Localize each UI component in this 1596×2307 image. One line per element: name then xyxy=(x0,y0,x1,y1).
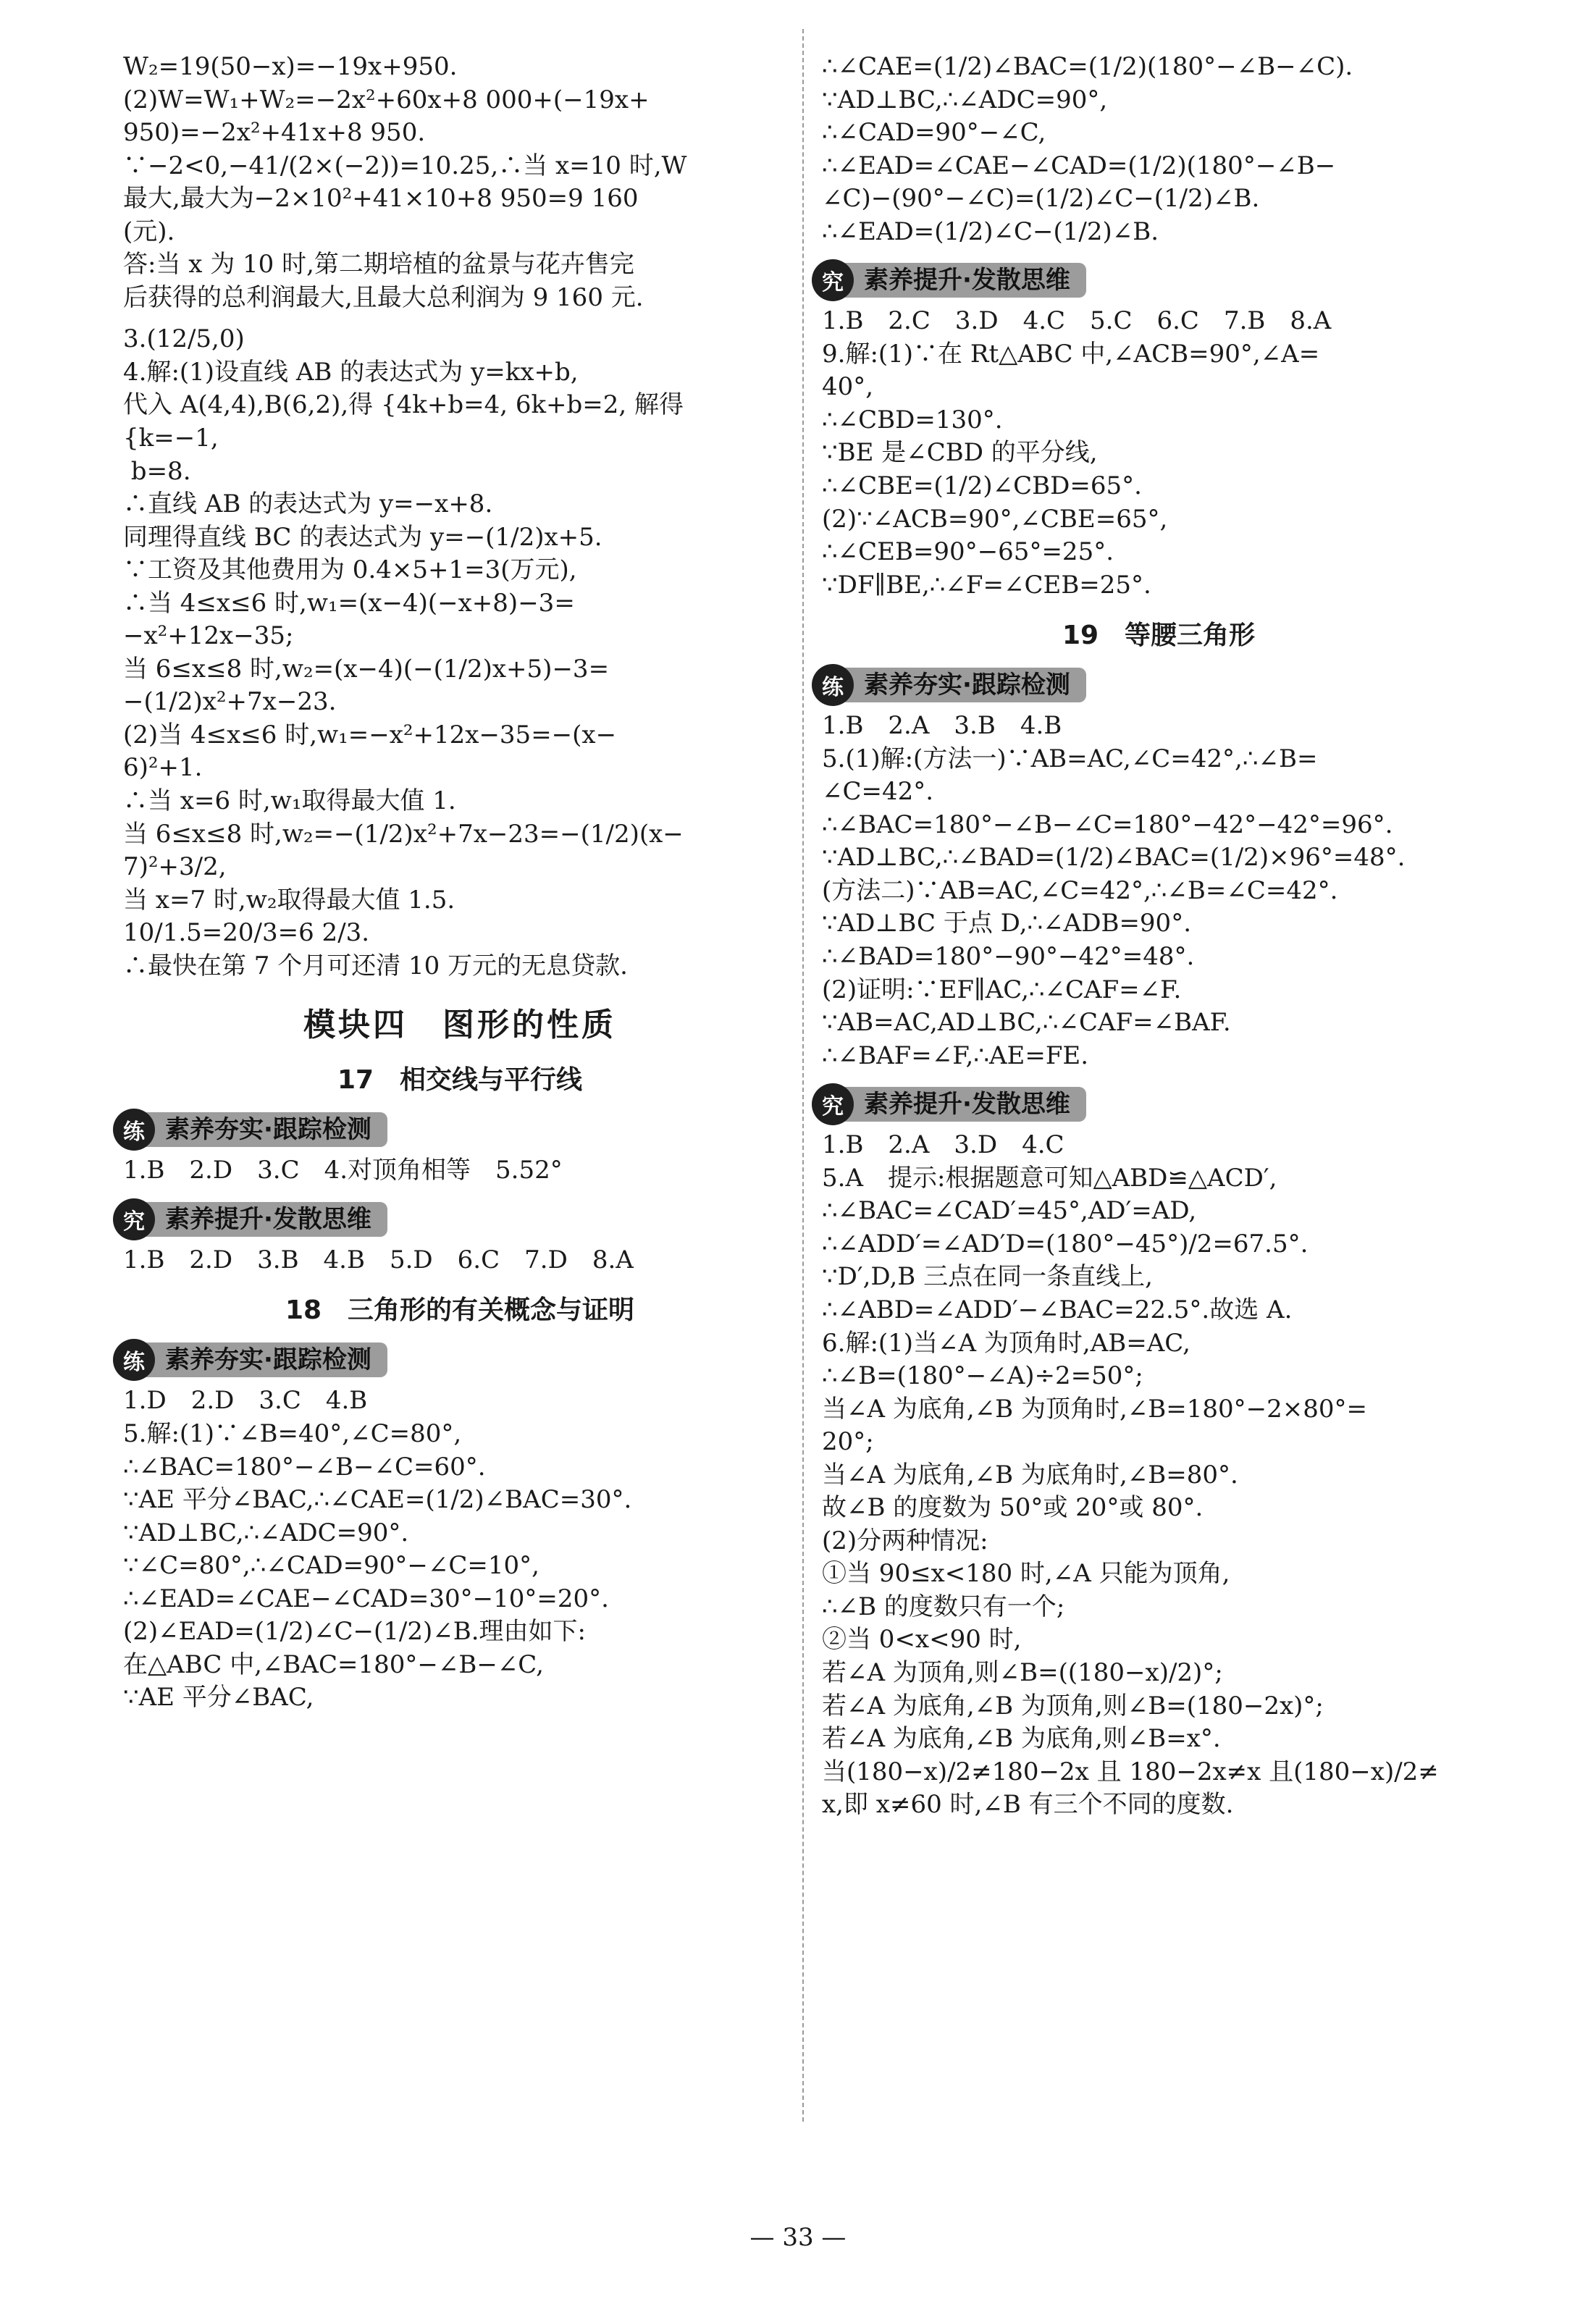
text-line: 4.解:(1)设直线 AB 的表达式为 y=kx+b, xyxy=(123,357,579,387)
text-line: ∴∠BAF=∠F,∴AE=FE. xyxy=(822,1041,1089,1070)
explore-badge-18 xyxy=(812,260,1495,301)
text-line: 同理得直线 BC 的表达式为 y=−(1/2)x+5. xyxy=(123,522,602,552)
text-line: ∵AB=AC,AD⊥BC,∴∠CAF=∠BAF. xyxy=(822,1008,1231,1038)
text-line: ∴∠BAC=180°−∠B−∠C=60°. xyxy=(123,1452,486,1482)
text-line: 40°, xyxy=(822,372,874,402)
text-line: b=8. xyxy=(123,456,191,486)
text-line: ∵AD⊥BC 于点 D,∴∠ADB=90°. xyxy=(822,909,1191,938)
text-line: 当∠A 为底角,∠B 为底角时,∠B=80°. xyxy=(822,1460,1238,1489)
text-line: 5.解:(1)∵∠B=40°,∠C=80°, xyxy=(123,1419,462,1448)
text-line: ∠C)−(90°−∠C)=(1/2)∠C−(1/2)∠B. xyxy=(822,184,1260,214)
text-line: 950)=−2x²+41x+8 950. xyxy=(123,118,426,148)
right-block-2 xyxy=(822,305,1495,602)
text-line: ∴∠CBE=(1/2)∠CBD=65°. xyxy=(822,471,1142,501)
text-line: 当 6≤x≤8 时,w₂=(x−4)(−(1/2)x+5)−3= xyxy=(123,654,610,684)
practice-icon: 练 xyxy=(812,664,854,706)
text-line: 后获得的总利润最大,且最大总利润为 9 160 元. xyxy=(123,282,644,312)
explore-icon: 究 xyxy=(113,1198,155,1240)
text-line: ∵−2<0,−41/(2×(−2))=10.25,∴当 x=10 时,W xyxy=(123,151,687,180)
column-divider xyxy=(802,29,804,2122)
text-line: ∴当 x=6 时,w₁取得最大值 1. xyxy=(123,786,456,816)
text-line: ∴∠CAD=90°−∠C, xyxy=(822,118,1046,148)
practice-badge-19 xyxy=(812,665,1495,705)
text-line: ∠C=42°. xyxy=(822,777,934,807)
answers-17-practice: 1.B 2.D 3.C 4.对顶角相等 5.52° xyxy=(123,1156,563,1185)
practice-icon: 练 xyxy=(113,1339,155,1381)
text-line: ∵AE 平分∠BAC,∴∠CAE=(1/2)∠BAC=30°. xyxy=(123,1485,632,1515)
text-line: (2)证明:∵EF∥AC,∴∠CAF=∠F. xyxy=(822,975,1182,1004)
text-line: ∴∠EAD=(1/2)∠C−(1/2)∠B. xyxy=(822,217,1159,246)
text-line: 最大,最大为−2×10²+41×10+8 950=9 160 xyxy=(123,184,639,214)
text-line: −(1/2)x²+7x−23. xyxy=(123,687,337,717)
text-line: 1.B 2.A 3.B 4.B xyxy=(822,711,1062,741)
practice-badge-18 xyxy=(113,1340,797,1380)
practice-icon: 练 xyxy=(113,1109,155,1151)
text-line: 6)²+1. xyxy=(123,753,203,783)
text-line: W₂=19(50−x)=−19x+950. xyxy=(123,52,458,81)
left-column xyxy=(123,51,797,1715)
badge-label: 素养夯实·跟踪检测 xyxy=(146,1342,387,1377)
text-line: 若∠A 为底角,∠B 为顶角,则∠B=(180−2x)°; xyxy=(822,1691,1324,1720)
text-line: ∴∠BAC=∠CAD′=45°,AD′=AD, xyxy=(822,1196,1197,1226)
text-line: ∴∠CBD=130°. xyxy=(822,405,1003,434)
text-line: 答:当 x 为 10 时,第二期培植的盆景与花卉售完 xyxy=(123,250,634,280)
right-block-4 xyxy=(822,1129,1495,1821)
text-line: (2)当 4≤x≤6 时,w₁=−x²+12x−35=−(x− xyxy=(123,720,617,749)
text-line: ∴∠ADD′=∠AD′D=(180°−45°)/2=67.5°. xyxy=(822,1229,1309,1258)
text-line: ∵DF∥BE,∴∠F=∠CEB=25°. xyxy=(822,570,1151,600)
text-line: (2)∠EAD=(1/2)∠C−(1/2)∠B.理由如下: xyxy=(123,1617,586,1647)
text-line: (2)∵∠ACB=90°,∠CBE=65°, xyxy=(822,504,1168,534)
text-line: (2)W=W₁+W₂=−2x²+60x+8 000+(−19x+ xyxy=(123,85,650,114)
explore-badge-17 xyxy=(113,1199,797,1240)
text-line: ∵AD⊥BC,∴∠ADC=90°, xyxy=(822,85,1108,114)
left-block-18 xyxy=(123,1384,797,1714)
text-line: ∴∠CAE=(1/2)∠BAC=(1/2)(180°−∠B−∠C). xyxy=(822,52,1353,81)
badge-label: 素养提升·发散思维 xyxy=(845,263,1086,298)
text-line: 7)²+3/2, xyxy=(123,852,227,882)
text-line: 1.D 2.D 3.C 4.B xyxy=(123,1386,368,1416)
text-line: 当 6≤x≤8 时,w₂=−(1/2)x²+7x−23=−(1/2)(x− xyxy=(123,819,684,849)
text-line: 9.解:(1)∵在 Rt△ABC 中,∠ACB=90°,∠A= xyxy=(822,339,1320,369)
text-line: 当 x=7 时,w₂取得最大值 1.5. xyxy=(123,885,455,915)
section-18-title: 18 三角形的有关概念与证明 xyxy=(285,1295,635,1326)
badge-label: 素养提升·发散思维 xyxy=(845,1087,1086,1122)
text-line: {k=−1, xyxy=(123,424,219,453)
text-line: (元). xyxy=(123,217,175,246)
module-title: 模块四 图形的性质 xyxy=(303,1007,616,1044)
right-block-3 xyxy=(822,710,1495,1072)
text-line: ∵AD⊥BC,∴∠ADC=90°. xyxy=(123,1518,409,1547)
text-line: ∵D′,D,B 三点在同一条直线上, xyxy=(822,1262,1153,1292)
text-line: ∴∠ABD=∠ADD′−∠BAC=22.5°.故选 A. xyxy=(822,1295,1293,1324)
text-line: ∴∠B 的度数只有一个; xyxy=(822,1592,1065,1621)
section-19-title: 19 等腰三角形 xyxy=(1062,621,1256,651)
badge-label: 素养夯实·跟踪检测 xyxy=(146,1112,387,1147)
text-line: 故∠B 的度数为 50°或 20°或 80°. xyxy=(822,1493,1204,1523)
explore-icon: 究 xyxy=(812,1083,854,1125)
text-line: ∴∠CEB=90°−65°=25°. xyxy=(822,537,1114,567)
text-line: 6.解:(1)当∠A 为顶角时,AB=AC, xyxy=(822,1328,1190,1358)
text-line: ②当 0<x<90 时, xyxy=(822,1625,1022,1655)
text-line: ∴∠EAD=∠CAE−∠CAD=(1/2)(180°−∠B− xyxy=(822,151,1336,180)
explore-badge-19 xyxy=(812,1084,1495,1125)
text-line: (方法二)∵AB=AC,∠C=42°,∴∠B=∠C=42°. xyxy=(822,875,1338,905)
answers-17-explore: 1.B 2.D 3.B 4.B 5.D 6.C 7.D 8.A xyxy=(123,1245,634,1274)
practice-badge-17 xyxy=(113,1109,797,1150)
badge-label: 素养夯实·跟踪检测 xyxy=(845,668,1086,702)
text-line: ∵AE 平分∠BAC, xyxy=(123,1683,314,1713)
text-line: (2)分两种情况: xyxy=(822,1526,988,1555)
text-line: 代入 A(4,4),B(6,2),得 {4k+b=4, 6k+b=2, 解得 xyxy=(123,390,684,420)
text-line: 3.(12/5,0) xyxy=(123,324,245,354)
text-line: ∴∠BAD=180°−90°−42°=48°. xyxy=(822,942,1195,972)
text-line: ∴最快在第 7 个月可还清 10 万元的无息贷款. xyxy=(123,951,628,980)
text-line: −x²+12x−35; xyxy=(123,621,294,651)
text-line: ∵AD⊥BC,∴∠BAD=(1/2)∠BAC=(1/2)×96°=48°. xyxy=(822,843,1406,873)
text-line: 5.A 提示:根据题意可知△ABD≌△ACD′, xyxy=(822,1163,1277,1193)
explore-icon: 究 xyxy=(812,259,854,301)
text-line: 在△ABC 中,∠BAC=180°−∠B−∠C, xyxy=(123,1650,544,1679)
badge-label: 素养提升·发散思维 xyxy=(146,1202,387,1237)
left-block-2 xyxy=(123,323,797,983)
text-line: 当∠A 为底角,∠B 为顶角时,∠B=180°−2×80°= xyxy=(822,1394,1367,1424)
text-line: ①当 90≤x<180 时,∠A 只能为顶角, xyxy=(822,1559,1230,1589)
text-line: 若∠A 为底角,∠B 为底角,则∠B=x°. xyxy=(822,1724,1221,1754)
right-column xyxy=(822,51,1495,1822)
text-line: ∵∠C=80°,∴∠CAD=90°−∠C=10°, xyxy=(123,1551,539,1581)
text-line: 当(180−x)/2≠180−2x 且 180−2x≠x 且(180−x)/2≠ xyxy=(822,1757,1439,1786)
text-line: ∵工资及其他费用为 0.4×5+1=3(万元), xyxy=(123,555,577,585)
left-block-1 xyxy=(123,51,797,314)
text-line: 5.(1)解:(方法一)∵AB=AC,∠C=42°,∴∠B= xyxy=(822,744,1318,773)
text-line: x,即 x≠60 时,∠B 有三个不同的度数. xyxy=(822,1790,1234,1820)
text-line: 1.B 2.C 3.D 4.C 5.C 6.C 7.B 8.A xyxy=(822,306,1332,336)
text-line: ∴当 4≤x≤6 时,w₁=(x−4)(−x+8)−3= xyxy=(123,588,575,618)
text-line: ∴直线 AB 的表达式为 y=−x+8. xyxy=(123,489,493,519)
text-line: ∴∠BAC=180°−∠B−∠C=180°−42°−42°=96°. xyxy=(822,810,1393,839)
text-line: 1.B 2.A 3.D 4.C xyxy=(822,1130,1064,1160)
page-number: — 33 — xyxy=(749,2223,847,2252)
section-17-title: 17 相交线与平行线 xyxy=(337,1065,583,1096)
text-line: 20°; xyxy=(822,1427,874,1457)
text-line: ∴∠EAD=∠CAE−∠CAD=30°−10°=20°. xyxy=(123,1584,609,1613)
text-line: ∴∠B=(180°−∠A)÷2=50°; xyxy=(822,1361,1143,1391)
right-block-1 xyxy=(822,51,1495,248)
text-line: 若∠A 为顶角,则∠B=((180−x)/2)°; xyxy=(822,1657,1223,1687)
text-line: 10/1.5=20/3=6 2/3. xyxy=(123,918,370,948)
text-line: ∵BE 是∠CBD 的平分线, xyxy=(822,438,1098,468)
